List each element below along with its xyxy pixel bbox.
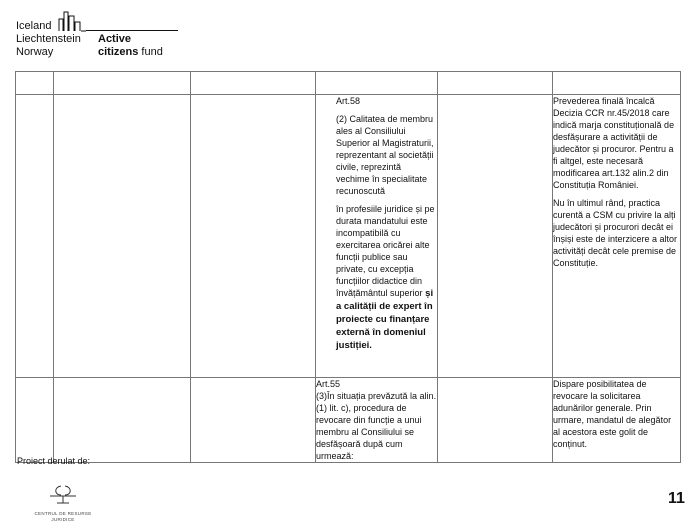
table-cell [16, 72, 54, 95]
crj-logo [28, 484, 98, 523]
art58-paragraph-1: (2) Calitatea de membru ales al Consiliului Superior al Magistraturii, reprezentant al societății civile, reprezintă vechime în specialitate recunoscută [336, 114, 434, 196]
table-row-art58 [16, 95, 681, 378]
art58-comment-2: Nu în ultimul rând, practica curentă a CSM cu privire la alți judecători și procurori decât ei înșiși este de interzicere a altor activități decât cele premise de Constituție. [553, 198, 678, 268]
art55-comment: Dispare posibilitatea de revocare la solicitarea adunărilor generale. Prin urmare, mandatul de alegător al acestora este golit de conținut. [553, 379, 672, 449]
table-cell [54, 378, 191, 463]
country-iceland: Iceland [16, 20, 52, 32]
table-row-art55 [16, 378, 681, 463]
art58-comment-1: Prevederea finală încalcă Decizia CCR nr.45/2018 care indică marja constituțională de desfășurare a activității de judecător și procuror. Pentru a fi altgel, este necesară modificarea art.132 alin.2 din Constituția României. [553, 96, 675, 190]
fund-line-2 [98, 46, 163, 59]
table-cell [191, 72, 316, 95]
art58-title: Art.58 [336, 96, 361, 106]
donor-countries [16, 20, 81, 59]
table-cell [553, 72, 681, 95]
art58-bold-amendment: și a calității de expert în proiecte cu finanțare externă în domeniul justiției. [336, 288, 434, 351]
table-cell [438, 378, 553, 463]
fund-name [98, 33, 163, 59]
project-run-by-label: Proiect derulat de: [17, 456, 91, 466]
art58-comment-cell [553, 95, 681, 378]
country-liechtenstein: Liechtenstein [16, 33, 81, 45]
amendments-table [15, 71, 681, 463]
art55-title: Art.55 [316, 379, 341, 389]
crj-logo-text-2: JURIDICE [51, 517, 75, 522]
table-cell [16, 95, 54, 378]
table-cell [191, 378, 316, 463]
art55-text-cell [316, 378, 438, 463]
page-number: 11 [668, 490, 685, 507]
table-cell [54, 72, 191, 95]
art58-paragraph-2 [336, 203, 437, 352]
table-row-empty [16, 72, 681, 95]
art55-paragraph: (3)În situația prevăzută la alin. (1) lit. c), procedura de revocare din funcție a unui membru al Consiliului se desfășoară după cum urmează: [316, 391, 437, 461]
table-cell [54, 95, 191, 378]
table-cell [191, 95, 316, 378]
table-cell [16, 378, 54, 463]
art58-paragraph-2-text: în profesiile juridice și pe durata mandatului este incompatibilă cu exercitarea oricărei alte funcții publice sau private, cu excepția funcțiilor didactice din învățământul superior [336, 204, 435, 298]
fund-word-citizens: citizens [98, 46, 139, 58]
header-rule [86, 30, 178, 31]
table-cell [438, 72, 553, 95]
table-cell [316, 72, 438, 95]
crj-emblem-icon [46, 484, 80, 506]
fund-word-fund: fund [138, 46, 163, 58]
fund-line-1: Active [98, 33, 132, 45]
header-logo-block [16, 8, 176, 60]
art58-text-cell [316, 95, 438, 378]
crj-logo-text-1: CENTRUL DE RESURSE [34, 511, 92, 516]
table-cell [438, 95, 553, 378]
country-norway: Norway [16, 46, 54, 58]
art55-comment-cell [553, 378, 681, 463]
